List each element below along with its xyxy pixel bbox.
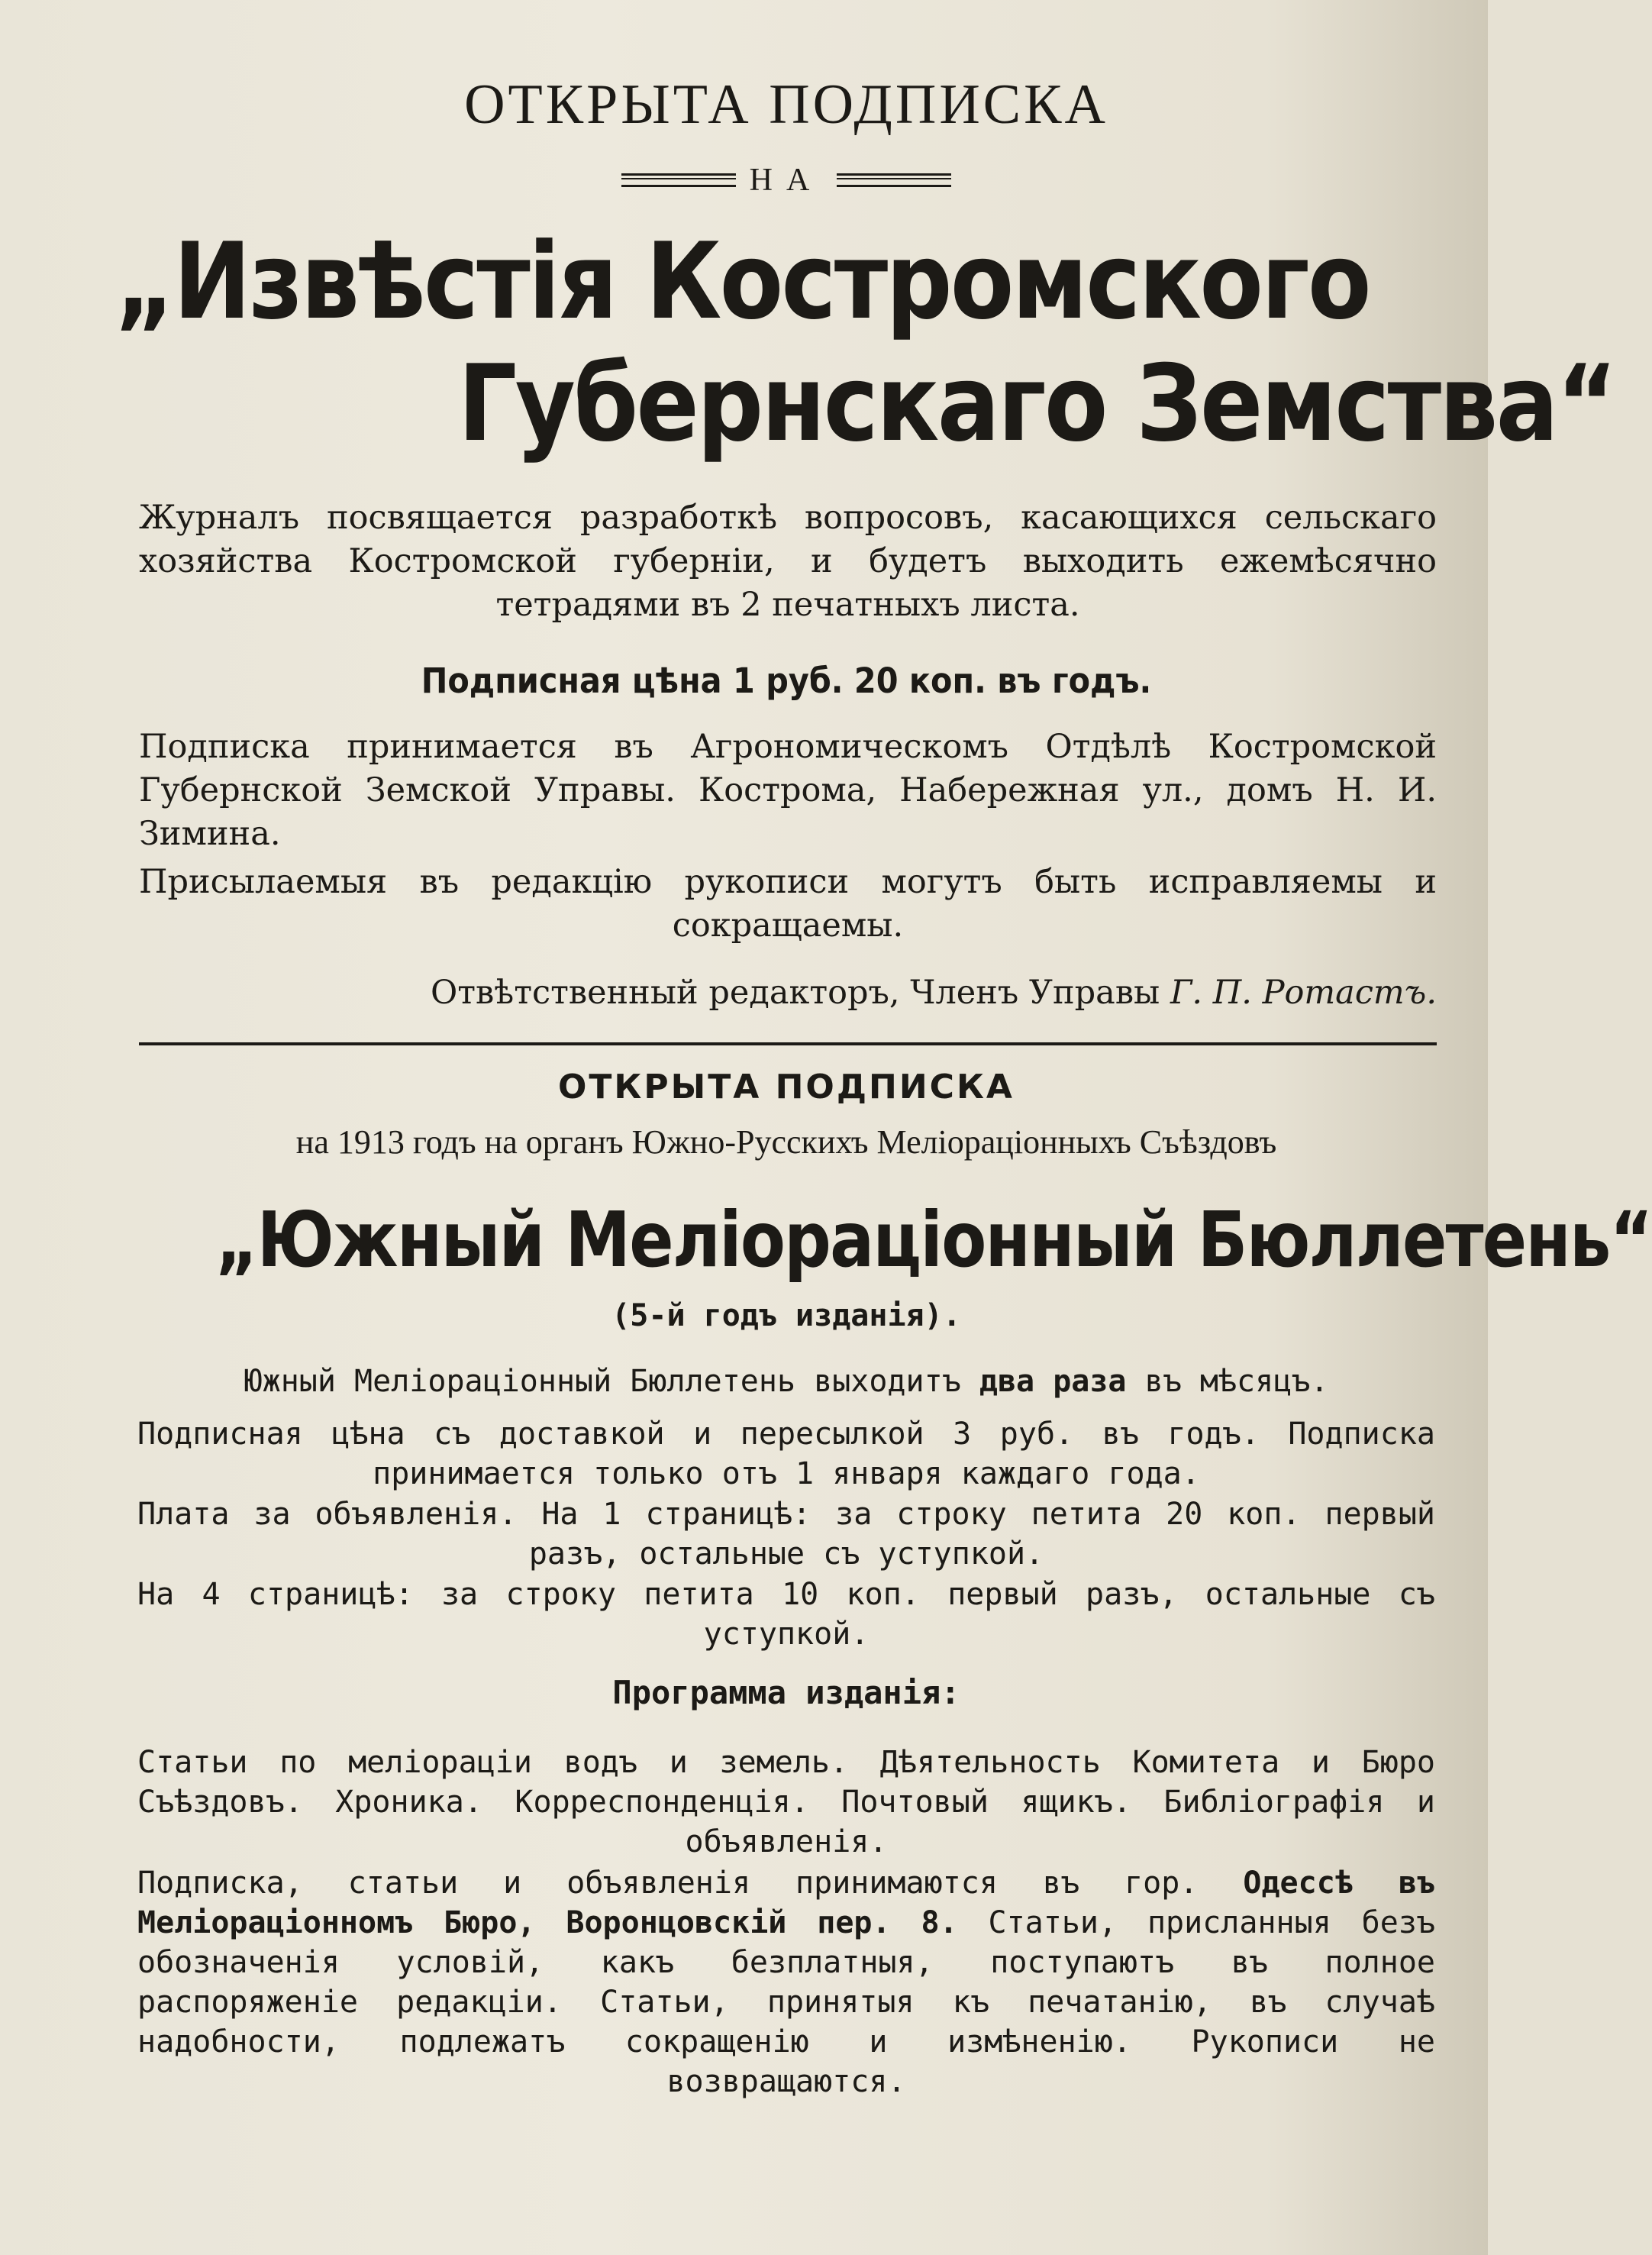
final-pre: Подписка, статьи и объявленія принимаются въ гор. — [137, 1866, 1199, 1901]
ads-page-4: На 4 страницѣ: за строку петита 10 коп. первый разъ, остальные съ уступкой. — [137, 1577, 1435, 1652]
left-ornament-rule — [621, 173, 736, 187]
frequency-bold: два раза — [979, 1364, 1127, 1399]
edition-year: (5-й годъ изданія). — [611, 1298, 961, 1333]
final-bold: Одессѣ въ Меліораціонномъ Бюро, Воронцовскій пер. 8. — [137, 1866, 1435, 1940]
editor-name: Г. П. Ротастъ. — [1170, 974, 1437, 1012]
final-post: Статьи, присланныя безъ обозначенія условій, какъ безплатныя, поступаютъ въ полное распоряженіе редакціи. Статьи, принятыя къ печатанію, въ случаѣ надобности, подлежатъ сокращенію и измѣненію. Рукописи не возвращаются. — [137, 1905, 1435, 2099]
subscription-address: Подписка принимается въ Агрономическомъ Отдѣлѣ Костромской Губернской Земской Управы. Кострома, Набережная ул., домъ Н. И. Зимина. — [139, 728, 1437, 853]
program-title: Программа изданія: — [612, 1674, 960, 1711]
subscription-title-1: ОТКРЫТА ПОДПИСКА — [464, 73, 1108, 136]
manuscripts-note: Присылаемыя въ редакцію рукописи могутъ быть исправляемы и сокращаемы. — [139, 863, 1437, 945]
right-ornament-rule — [837, 173, 951, 187]
bulletin-title: „Южный Меліораціонный Бюллетень“ — [215, 1195, 1652, 1284]
frequency-line — [137, 1362, 1435, 1401]
na-label: НА — [749, 163, 824, 198]
subscription-title-2: ОТКРЫТА ПОДПИСКА — [558, 1068, 1015, 1107]
frequency-post: въ мѣсяцъ. — [1144, 1364, 1329, 1399]
journal-description: Журналъ посвящается разработкѣ вопросовъ, касающихся сельскаго хозяйства Костромской губерніи, и будетъ выходить ежемѣсячно тетрадями въ 2 печатныхъ листа. — [139, 499, 1437, 624]
na-ornament-row — [137, 162, 1435, 199]
final-paragraph — [137, 1863, 1435, 2102]
subscription-price-1: Подписная цѣна 1 руб. 20 коп. въ годъ. — [421, 661, 1152, 701]
journal-title-line-1: „Извѣстія Костромского — [115, 220, 1370, 343]
program-paragraph: Статьи по меліораціи водъ и земель. Дѣятельность Комитета и Бюро Съѣздовъ. Хроника. Корреспонденція. Почтовый ящикъ. Библіографія и объявленія. — [137, 1745, 1435, 1859]
journal-title-line-2: Губернскаго Земства“ — [458, 342, 1616, 465]
ads-page-1: Плата за объявленія. На 1 страницѣ: за строку петита 20 коп. первый разъ, остальные съ уступкой. — [137, 1497, 1435, 1572]
organ-subline: на 1913 годъ на органъ Южно-Русскихъ Меліораціонныхъ Съѣздовъ — [295, 1123, 1277, 1161]
frequency-pre: Южный Меліораціонный Бюллетень выходитъ — [244, 1364, 961, 1399]
editor-label: Отвѣтственный редакторъ, Членъ Управы — [431, 974, 1160, 1012]
section-divider — [139, 1042, 1437, 1045]
editor-line — [139, 974, 1437, 1012]
price-paragraph-2: Подписная цѣна съ доставкой и пересылкой 3 руб. въ годъ. Подписка принимается только отъ 1 января каждаго года. — [137, 1417, 1435, 1491]
